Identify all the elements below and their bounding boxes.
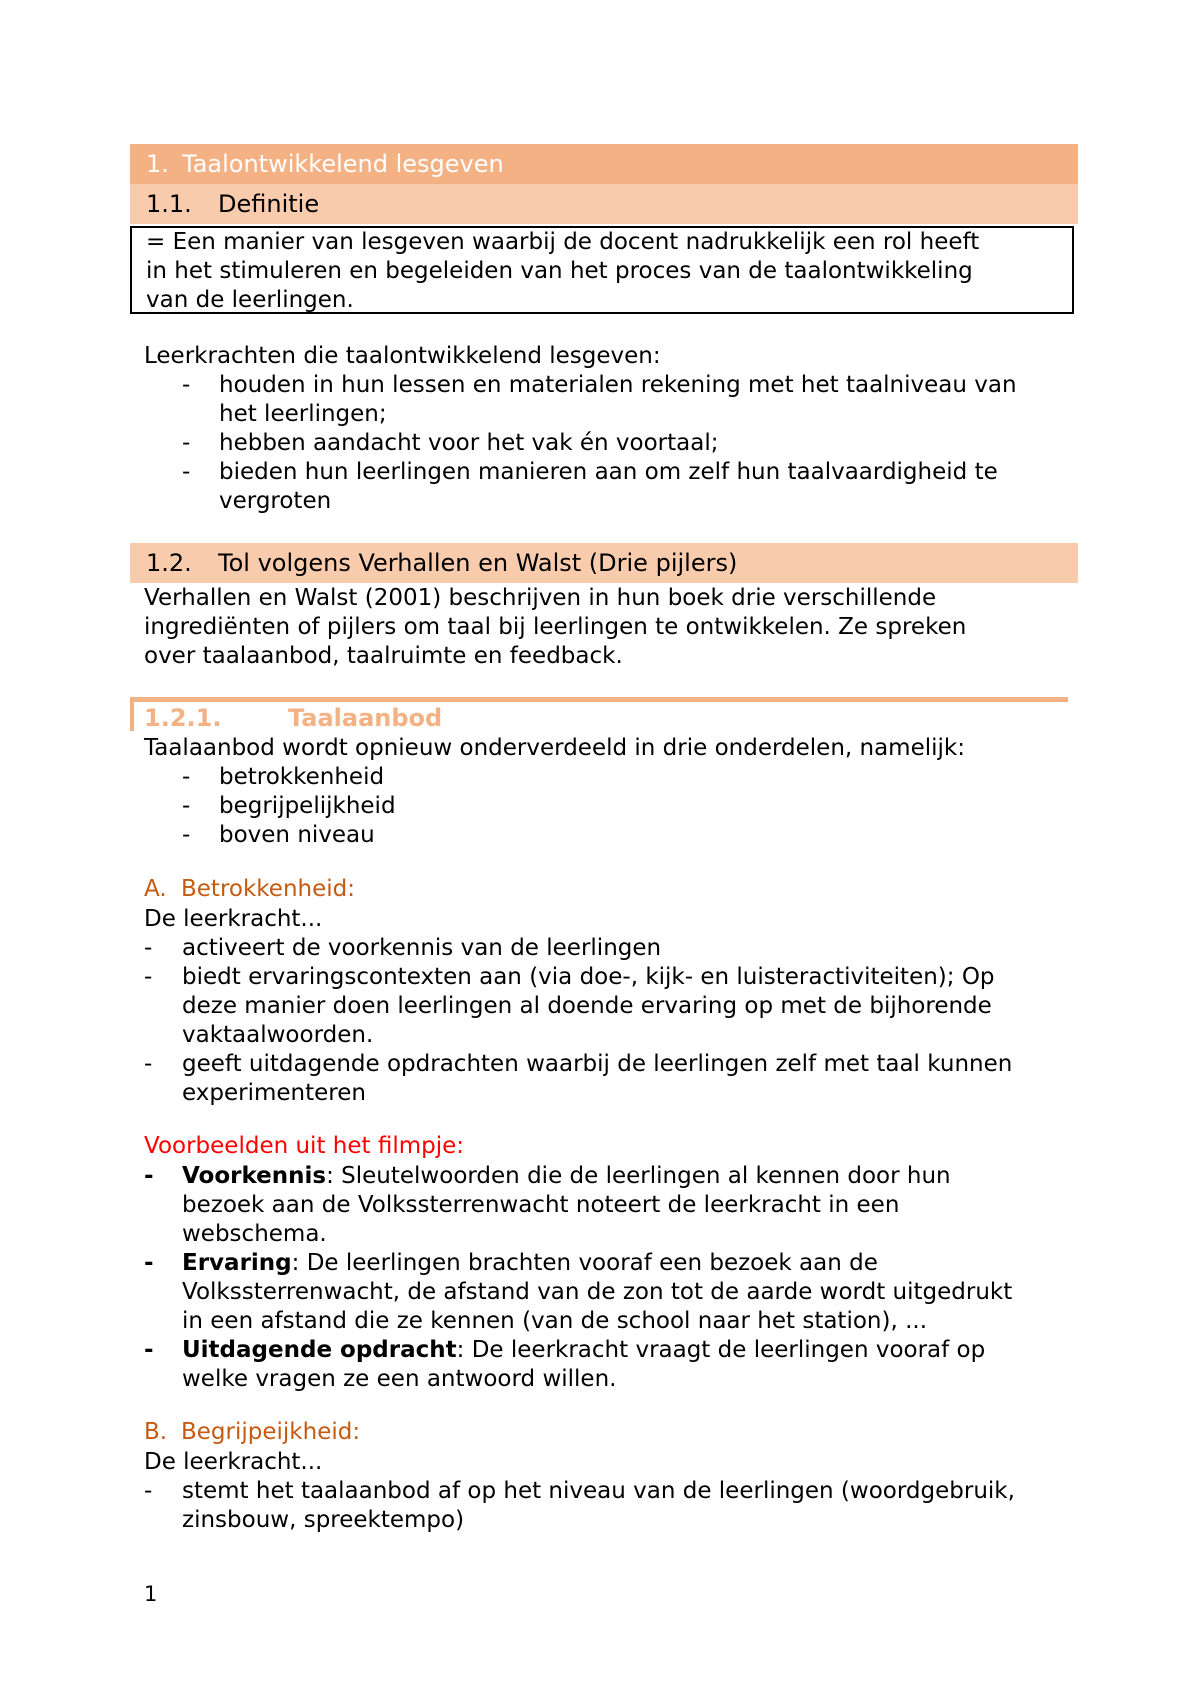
list-item-line: het leerlingen;: [219, 401, 387, 427]
example-line: in een afstand die ze kennen (van de school naar het station), ...: [182, 1308, 928, 1334]
example-term: Ervaring: [182, 1250, 292, 1276]
subheading-letter: B.: [144, 1419, 168, 1445]
list-item-line: stemt het taalaanbod af op het niveau van de leerlingen (woordgebruik,: [182, 1478, 1015, 1504]
list-item-text: begrijpelijkheid: [219, 793, 396, 819]
subheading-b: [144, 1419, 360, 1445]
list-item-line: houden in hun lessen en materialen rekening met het taalniveau van: [219, 372, 1017, 398]
heading-1-2-title: Tol volgens Verhallen en Walst (Drie pijlers): [218, 549, 738, 577]
section-1-2-paragraph: [144, 584, 1084, 671]
definition-line: in het stimuleren en begeleiden van het proces van de taalontwikkeling: [146, 258, 973, 284]
list-item-line: biedt ervaringscontexten aan (via doe-, kijk- en luisteractiviteiten); Op: [182, 964, 995, 990]
paragraph-line: over taalaanbod, taalruimte en feedback.: [144, 643, 623, 669]
taalaanbod-intro: Taalaanbod wordt opnieuw onderverdeeld in drie onderdelen, namelijk:: [144, 735, 965, 761]
heading-1-2: [146, 549, 737, 577]
definition-box: [130, 226, 1074, 314]
example-item: [144, 1162, 1084, 1249]
bullet-dash: -: [144, 935, 153, 961]
list-item: [182, 763, 1082, 792]
list-item-text: activeert de voorkennis van de leerlingen: [182, 935, 662, 961]
example-line: : De leerkracht vraagt de leerlingen vooraf op: [456, 1337, 986, 1363]
heading-1-2-1-title: Taalaanbod: [288, 704, 443, 732]
heading-1-2-1-number: 1.2.1.: [144, 704, 222, 732]
a-list: [144, 934, 1084, 1108]
example-term: Uitdagende opdracht: [182, 1337, 457, 1363]
heading-1-title: Taalontwikkelend lesgeven: [182, 150, 504, 178]
list-item: [182, 458, 1082, 516]
paragraph-line: Verhallen en Walst (2001) beschrijven in hun boek drie verschillende: [144, 585, 937, 611]
bullet-dash: -: [182, 822, 191, 848]
list-item: [182, 792, 1082, 821]
page-number: 1: [144, 1582, 158, 1606]
list-item-line: vaktaalwoorden.: [182, 1022, 374, 1048]
list-item-text: betrokkenheid: [219, 764, 385, 790]
heading-1-2-1-rule: [130, 697, 1068, 702]
heading-1-1-title: Definitie: [218, 190, 320, 218]
intro-text: Leerkrachten die taalontwikkelend lesgeven:: [144, 343, 661, 369]
example-line: : De leerlingen brachten vooraf een bezoek aan de: [291, 1250, 878, 1276]
list-item-text: hebben aandacht voor het vak én voortaal;: [219, 430, 719, 456]
list-item-text: boven niveau: [219, 822, 375, 848]
bullet-dash: -: [182, 764, 191, 790]
heading-1-1-number: 1.1.: [146, 190, 192, 218]
b-list: [144, 1477, 1084, 1535]
subheading-a: [144, 876, 355, 902]
a-lead: De leerkracht...: [144, 906, 323, 932]
subheading-title: Betrokkenheid:: [181, 876, 355, 902]
list-item-line: deze manier doen leerlingen al doende ervaring op met de bijhorende: [182, 993, 992, 1019]
example-line: Volkssterrenwacht, de afstand van de zon tot de aarde wordt uitgedrukt: [182, 1279, 1013, 1305]
example-line: bezoek aan de Volkssterrenwacht noteert de leerkracht in een: [182, 1192, 900, 1218]
list-item-text: [219, 371, 1017, 429]
intro-list: [182, 371, 1082, 516]
bullet-dash: -: [144, 964, 153, 990]
heading-1-band: [130, 144, 1078, 184]
bullet-dash: -: [182, 430, 191, 456]
bullet-dash: -: [182, 459, 191, 485]
bullet-dash: -: [144, 1478, 153, 1504]
heading-1: [146, 150, 504, 178]
subheading-title: Begrijpeijkheid:: [181, 1419, 361, 1445]
example-term: Voorkennis: [182, 1163, 327, 1189]
list-item: [144, 1050, 1084, 1108]
definition-line: = Een manier van lesgeven waarbij de docent nadrukkelijk een rol heeft: [146, 229, 980, 255]
list-item-text: [219, 458, 998, 516]
list-item-line: experimenteren: [182, 1080, 366, 1106]
list-item: [144, 963, 1084, 1050]
examples-heading: Voorbeelden uit het filmpje:: [144, 1133, 465, 1159]
bullet-dash: -: [182, 372, 191, 398]
list-item-text: [182, 1050, 1012, 1108]
example-text: [182, 1162, 951, 1249]
example-text: [182, 1336, 985, 1394]
list-item: [144, 1477, 1084, 1535]
list-item: [182, 371, 1082, 429]
example-line: welke vragen ze een antwoord willen.: [182, 1366, 617, 1392]
heading-1-2-1: [144, 704, 442, 732]
list-item: [182, 429, 1082, 458]
subheading-letter: A.: [144, 876, 167, 902]
list-item-text: [182, 1477, 1015, 1535]
heading-1-1-band: [130, 184, 1078, 224]
heading-1-1: [146, 190, 319, 218]
b-lead: De leerkracht...: [144, 1449, 323, 1475]
list-item: [144, 934, 1084, 963]
heading-1-2-1-rule-left: [130, 697, 134, 731]
bullet-dash: -: [144, 1337, 154, 1363]
example-item: [144, 1249, 1084, 1336]
examples-list: [144, 1162, 1084, 1394]
bullet-dash: -: [144, 1051, 153, 1077]
paragraph-line: ingrediënten of pijlers om taal bij leerlingen te ontwikkelen. Ze spreken: [144, 614, 967, 640]
list-item-line: bieden hun leerlingen manieren aan om zelf hun taalvaardigheid te: [219, 459, 998, 485]
bullet-dash: -: [144, 1250, 154, 1276]
example-item: [144, 1336, 1084, 1394]
taalaanbod-list: [182, 763, 1082, 850]
list-item: [182, 821, 1082, 850]
example-line: : Sleutelwoorden die de leerlingen al kennen door hun: [326, 1163, 951, 1189]
bullet-dash: -: [182, 793, 191, 819]
list-item-text: [182, 963, 995, 1050]
list-item-line: geeft uitdagende opdrachten waarbij de leerlingen zelf met taal kunnen: [182, 1051, 1013, 1077]
list-item-line: zinsbouw, spreektempo): [182, 1507, 465, 1533]
definition-line: van de leerlingen.: [146, 287, 354, 313]
bullet-dash: -: [144, 1163, 154, 1189]
example-line: webschema.: [182, 1221, 327, 1247]
heading-1-2-number: 1.2.: [146, 549, 192, 577]
example-text: [182, 1249, 1012, 1336]
heading-1-2-band: [130, 543, 1078, 583]
heading-1-number: 1.: [146, 150, 169, 178]
list-item-line: vergroten: [219, 488, 332, 514]
